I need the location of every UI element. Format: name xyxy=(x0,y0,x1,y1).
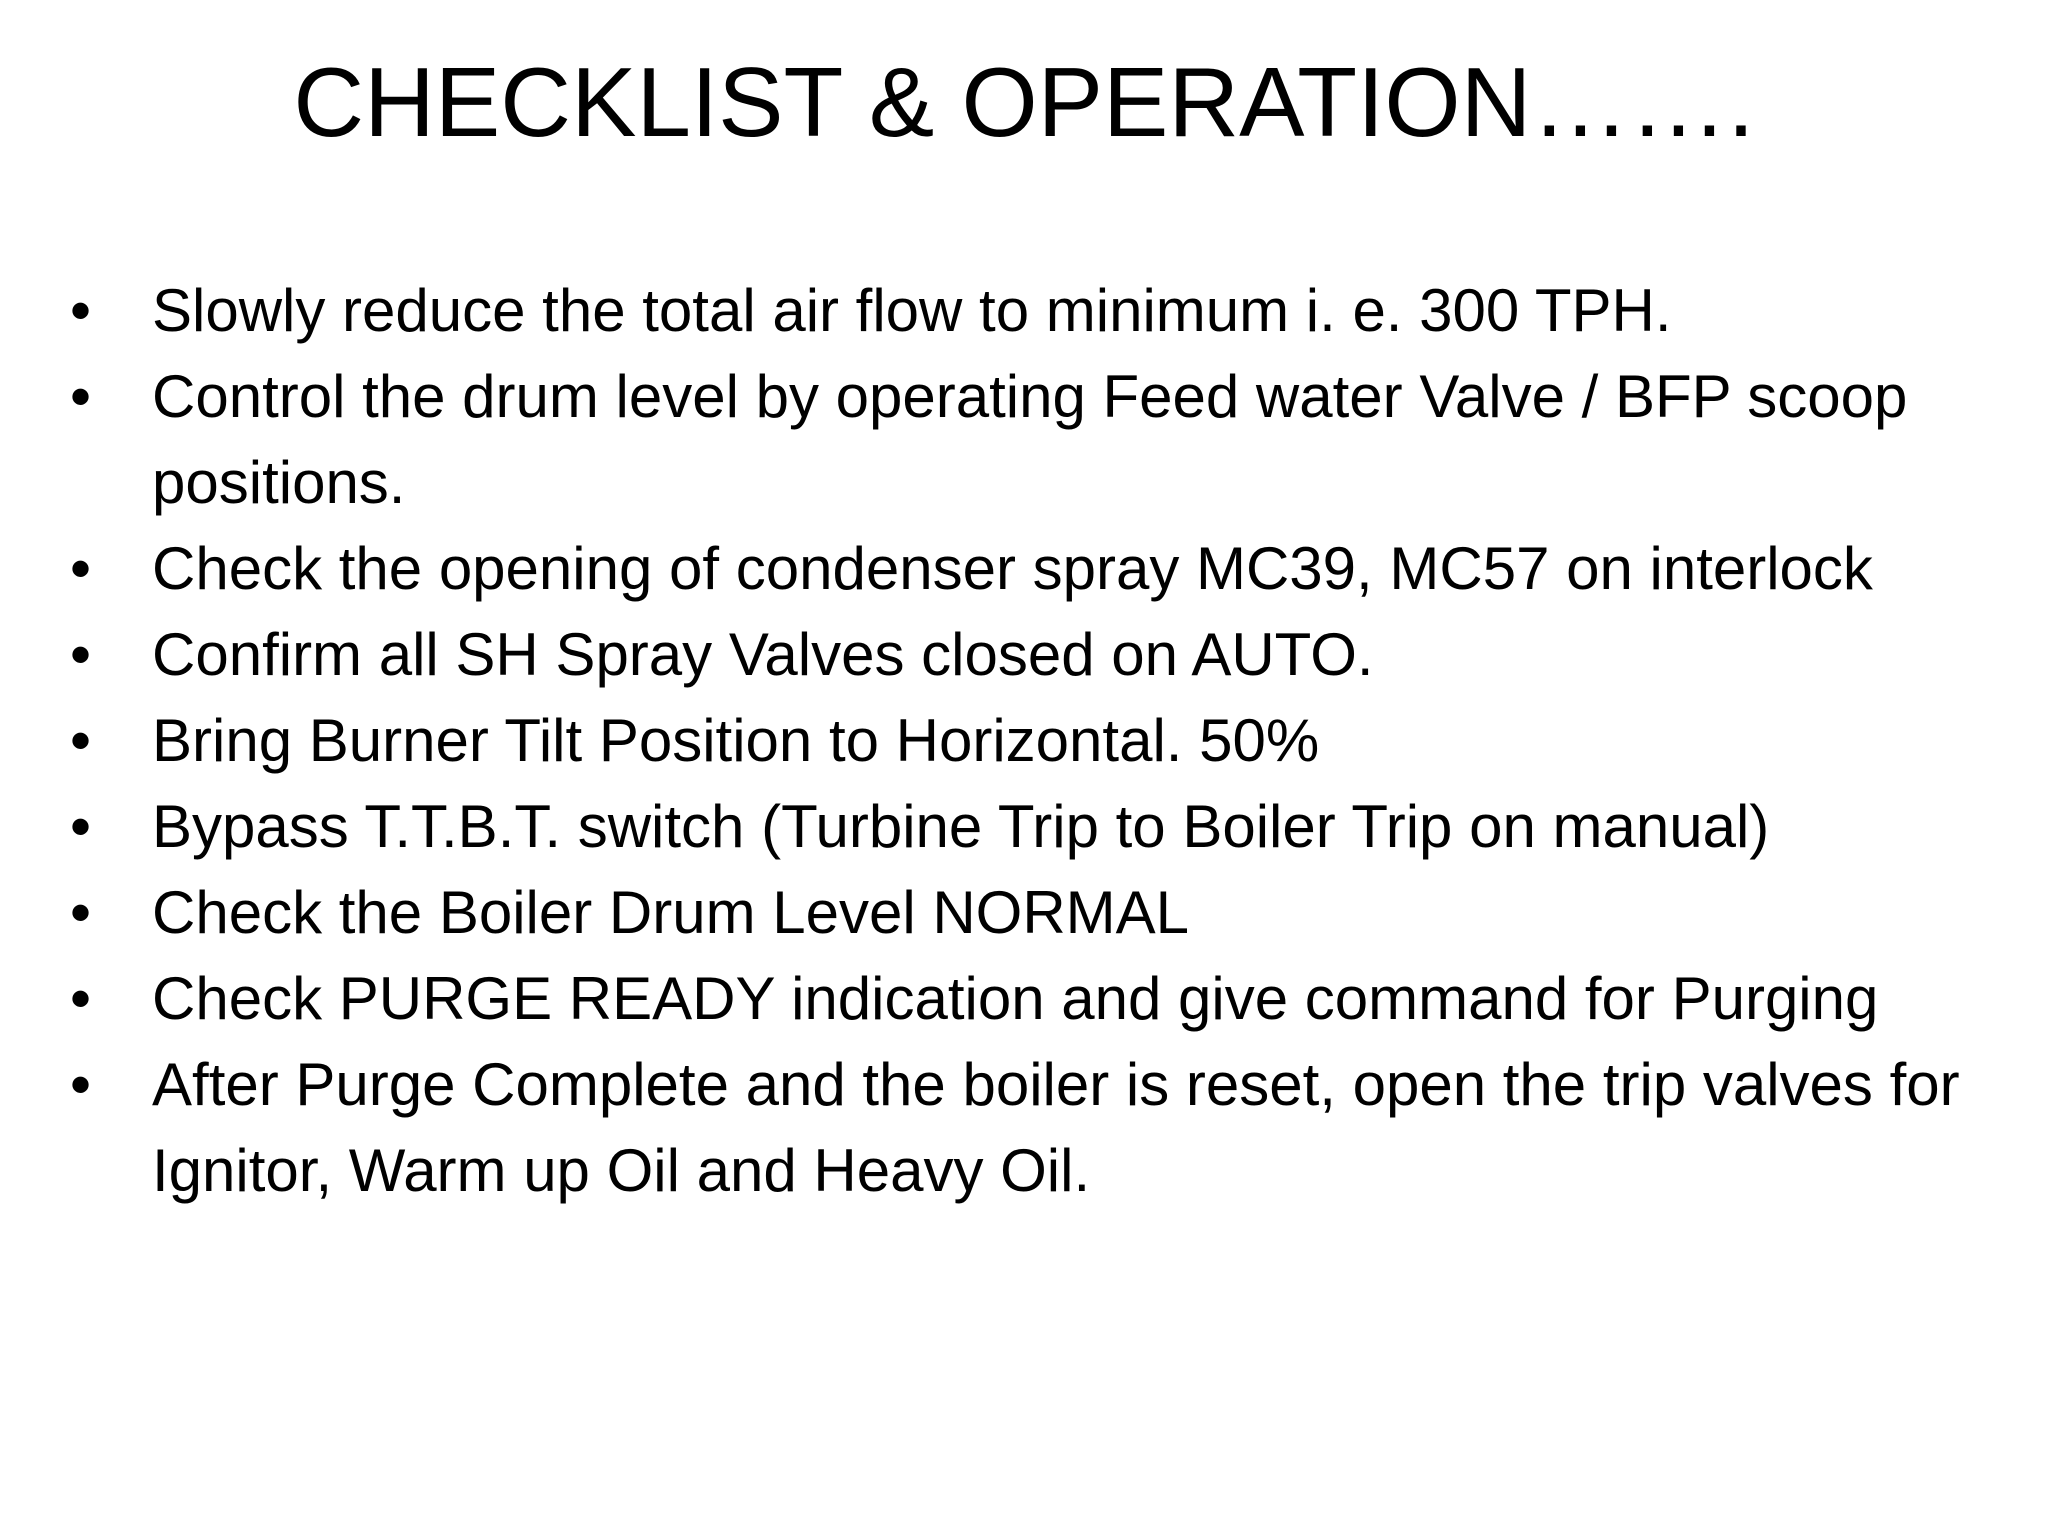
list-item xyxy=(70,354,2030,526)
list-item xyxy=(70,784,2030,870)
list-item xyxy=(70,870,2030,956)
slide-title: CHECKLIST & OPERATION……. xyxy=(293,47,1755,157)
list-item xyxy=(70,1042,2030,1214)
list-item-text: Bypass T.T.B.T. switch (Turbine Trip to Boiler Trip on manual) xyxy=(152,793,1770,860)
list-item-text: Control the drum level by operating Feed water Valve / BFP scoop positions. xyxy=(152,363,1908,516)
list-item-text: After Purge Complete and the boiler is reset, open the trip valves for Ignitor, Warm up Oil and Heavy Oil. xyxy=(152,1051,1960,1204)
list-item-text: Check the Boiler Drum Level NORMAL xyxy=(152,879,1190,946)
bullet-icon: • xyxy=(70,965,92,1032)
list-item xyxy=(70,698,2030,784)
bullet-icon: • xyxy=(70,277,92,344)
bullet-icon: • xyxy=(70,621,92,688)
bullet-icon: • xyxy=(70,879,92,946)
bullet-icon: • xyxy=(70,1051,92,1118)
list-item-text: Check the opening of condenser spray MC39, MC57 on interlock xyxy=(152,535,1873,602)
list-item-text: Check PURGE READY indication and give command for Purging xyxy=(152,965,1879,1032)
bullet-icon: • xyxy=(70,793,92,860)
list-item-text: Confirm all SH Spray Valves closed on AUTO. xyxy=(152,621,1374,688)
list-item-text: Bring Burner Tilt Position to Horizontal. 50% xyxy=(152,707,1320,774)
list-item-text: Slowly reduce the total air flow to minimum i. e. 300 TPH. xyxy=(152,277,1672,344)
bullet-list xyxy=(70,268,2030,1214)
list-item xyxy=(70,956,2030,1042)
list-item xyxy=(70,268,2030,354)
bullet-icon: • xyxy=(70,707,92,774)
bullet-icon: • xyxy=(70,535,92,602)
bullet-icon: • xyxy=(70,363,92,430)
list-item xyxy=(70,612,2030,698)
list-item xyxy=(70,526,2030,612)
